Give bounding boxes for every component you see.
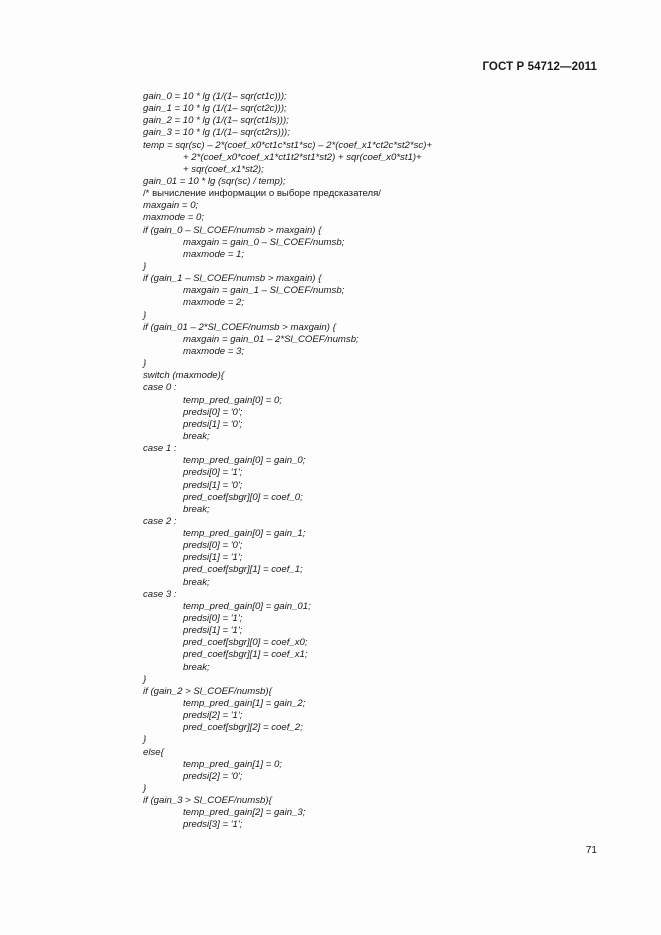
code-line: temp_pred_gain[0] = gain_1; <box>183 528 306 540</box>
code-line: pred_coef[sbgr][0] = coef_0; <box>183 491 303 503</box>
code-line: gain_01 = 10 * lg (sqr(sc) / temp); <box>143 175 286 187</box>
code-line: break; <box>183 576 210 588</box>
code-line: predsi[1] = '1'; <box>183 625 243 637</box>
code-line: case 1 : <box>143 443 177 455</box>
code-line: temp_pred_gain[0] = 0; <box>183 394 282 406</box>
code-line: switch (maxmode){ <box>143 370 225 382</box>
code-line: maxgain = gain_1 – Sl_COEF/numsb; <box>183 285 345 297</box>
code-line: /* вычисление информации о выборе предсказателя/ <box>143 188 381 200</box>
code-line: } <box>143 260 147 272</box>
code-line: temp_pred_gain[2] = gain_3; <box>183 807 306 819</box>
code-line: maxgain = gain_01 – 2*Sl_COEF/numsb; <box>183 333 359 345</box>
code-line: break; <box>183 430 210 442</box>
code-line: predsi[0] = '0'; <box>183 540 243 552</box>
code-line: pred_coef[sbgr][2] = coef_2; <box>183 722 303 734</box>
code-line: temp_pred_gain[1] = 0; <box>183 758 282 770</box>
code-line: maxmode = 0; <box>143 212 205 224</box>
code-line: maxgain = gain_0 – Sl_COEF/numsb; <box>183 236 345 248</box>
code-line: } <box>143 309 147 321</box>
code-line: predsi[0] = '1'; <box>183 467 243 479</box>
code-line: if (gain_0 – Sl_COEF/numsb > maxgain) { <box>143 224 322 236</box>
code-line: if (gain_01 – 2*Sl_COEF/numsb > maxgain) { <box>143 321 336 333</box>
code-line: predsi[1] = '0'; <box>183 479 243 491</box>
standard-header: ГОСТ Р 54712—2011 <box>482 61 597 73</box>
code-line: temp_pred_gain[0] = gain_01; <box>183 600 311 612</box>
code-line: case 0 : <box>143 382 177 394</box>
code-line: if (gain_3 > Sl_COEF/numsb){ <box>143 795 272 807</box>
code-line: gain_0 = 10 * lg (1/(1– sqr(ct1c))); <box>143 91 287 102</box>
code-line: gain_1 = 10 * lg (1/(1– sqr(ct2c))); <box>143 103 287 115</box>
code-line: predsi[0] = '0'; <box>183 406 243 418</box>
code-line: pred_coef[sbgr][0] = coef_x0; <box>183 637 308 649</box>
code-line: else{ <box>143 746 164 758</box>
code-line: pred_coef[sbgr][1] = coef_x1; <box>183 649 308 661</box>
code-line: + sqr(coef_x1*st2); <box>183 163 264 175</box>
code-line: + 2*(coef_x0*coef_x1*ct1t2*st1*st2) + sqr(coef_x0*st1)+ <box>183 151 422 163</box>
code-line: predsi[1] = '0'; <box>183 418 243 430</box>
code-line: if (gain_2 > Sl_COEF/numsb){ <box>143 685 272 697</box>
code-line: predsi[2] = '1'; <box>183 710 243 722</box>
code-line: predsi[0] = '1'; <box>183 613 243 625</box>
code-line: maxmode = 3; <box>183 345 245 357</box>
code-listing <box>143 91 613 832</box>
code-line: predsi[1] = '1'; <box>183 552 243 564</box>
code-line: temp_pred_gain[1] = gain_2; <box>183 698 306 710</box>
code-line: temp = sqr(sc) – 2*(coef_x0*ct1c*st1*sc) – 2*(coef_x1*ct2c*st2*sc)+ <box>143 139 433 151</box>
code-line: case 3 : <box>143 588 177 600</box>
code-line: } <box>143 358 147 370</box>
code-line: maxmode = 1; <box>183 248 245 260</box>
code-line: case 2 : <box>143 515 177 527</box>
code-line: gain_2 = 10 * lg (1/(1– sqr(ct1ls))); <box>143 115 289 127</box>
code-line: break; <box>183 503 210 515</box>
code-line: break; <box>183 661 210 673</box>
code-line: maxmode = 2; <box>183 297 245 309</box>
code-line: temp_pred_gain[0] = gain_0; <box>183 455 306 467</box>
code-line: } <box>143 673 147 685</box>
code-line: predsi[3] = '1'; <box>183 819 243 831</box>
page-number: 71 <box>585 845 597 856</box>
code-line: gain_3 = 10 * lg (1/(1– sqr(ct2rs))); <box>143 127 290 139</box>
code-line: if (gain_1 – Sl_COEF/numsb > maxgain) { <box>143 273 322 285</box>
code-line: predsi[2] = '0'; <box>183 770 243 782</box>
code-line: } <box>143 783 147 795</box>
code-line: maxgain = 0; <box>143 200 199 212</box>
code-line: } <box>143 734 147 746</box>
code-line: pred_coef[sbgr][1] = coef_1; <box>183 564 303 576</box>
